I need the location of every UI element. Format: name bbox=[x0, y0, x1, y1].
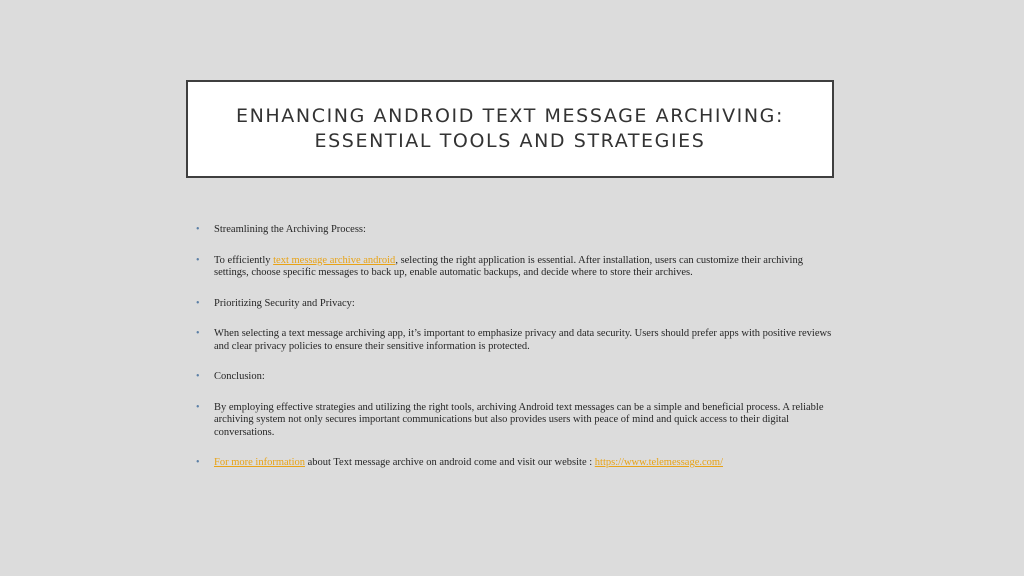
text-message-archive-android-link[interactable]: text message archive android bbox=[273, 254, 396, 266]
bullet-text: Prioritizing Security and Privacy: bbox=[214, 297, 355, 309]
bullet-text-pre: To efficiently bbox=[214, 254, 274, 266]
bullet-text-post: , selecting the right application is essential. After installation, users can customize their archiving settings, choose specific messages to back up, enable automatic backups, and decide where to store their archives. bbox=[214, 254, 803, 278]
bullet-text: Conclusion: bbox=[214, 371, 265, 382]
bullet-item-conclusion-heading bbox=[196, 371, 832, 384]
bullet-item-streamlining-heading bbox=[196, 224, 832, 237]
slide-title-line-2: ESSENTIAL TOOLS AND STRATEGIES bbox=[314, 130, 706, 152]
bullet-dot: • bbox=[196, 297, 200, 309]
bullet-text-mid: about Text message archive on android come and visit our website : bbox=[304, 457, 595, 468]
bullet-item-more-info bbox=[196, 457, 832, 470]
bullet-item-conclusion-body bbox=[196, 402, 832, 440]
for-more-information-link[interactable]: For more information bbox=[214, 457, 305, 468]
telemessage-website-link[interactable]: https://www.telemessage.com/ bbox=[594, 457, 723, 468]
bullet-dot: • bbox=[196, 457, 200, 468]
bullet-dot: • bbox=[196, 328, 200, 339]
bullet-text: By employing effective strategies and utilizing the right tools, archiving Android text messages can be a simple and beneficial process. A reliable archiving system not only secures important communications but also provides users with peace of mind and quick access to their digital conversations. bbox=[214, 401, 824, 438]
bullet-dot: • bbox=[196, 254, 200, 266]
slide-title-box bbox=[186, 80, 834, 178]
bullet-item-security-heading bbox=[196, 298, 832, 311]
bullet-list bbox=[196, 224, 832, 488]
slide-title-line-1: ENHANCING ANDROID TEXT MESSAGE ARCHIVING: bbox=[235, 105, 785, 127]
bullet-dot: • bbox=[196, 401, 200, 413]
bullet-dot: • bbox=[196, 224, 200, 235]
bullet-text: When selecting a text message archiving app, it’s important to emphasize privacy and data security. Users should prefer apps with positive reviews and clear privacy policies to ensure their sensitive information is protected. bbox=[214, 328, 832, 352]
bullet-dot: • bbox=[196, 371, 200, 382]
bullet-item-security-body bbox=[196, 328, 832, 353]
bullet-text: Streamlining the Archiving Process: bbox=[214, 224, 366, 235]
bullet-item-efficiency bbox=[196, 255, 832, 280]
